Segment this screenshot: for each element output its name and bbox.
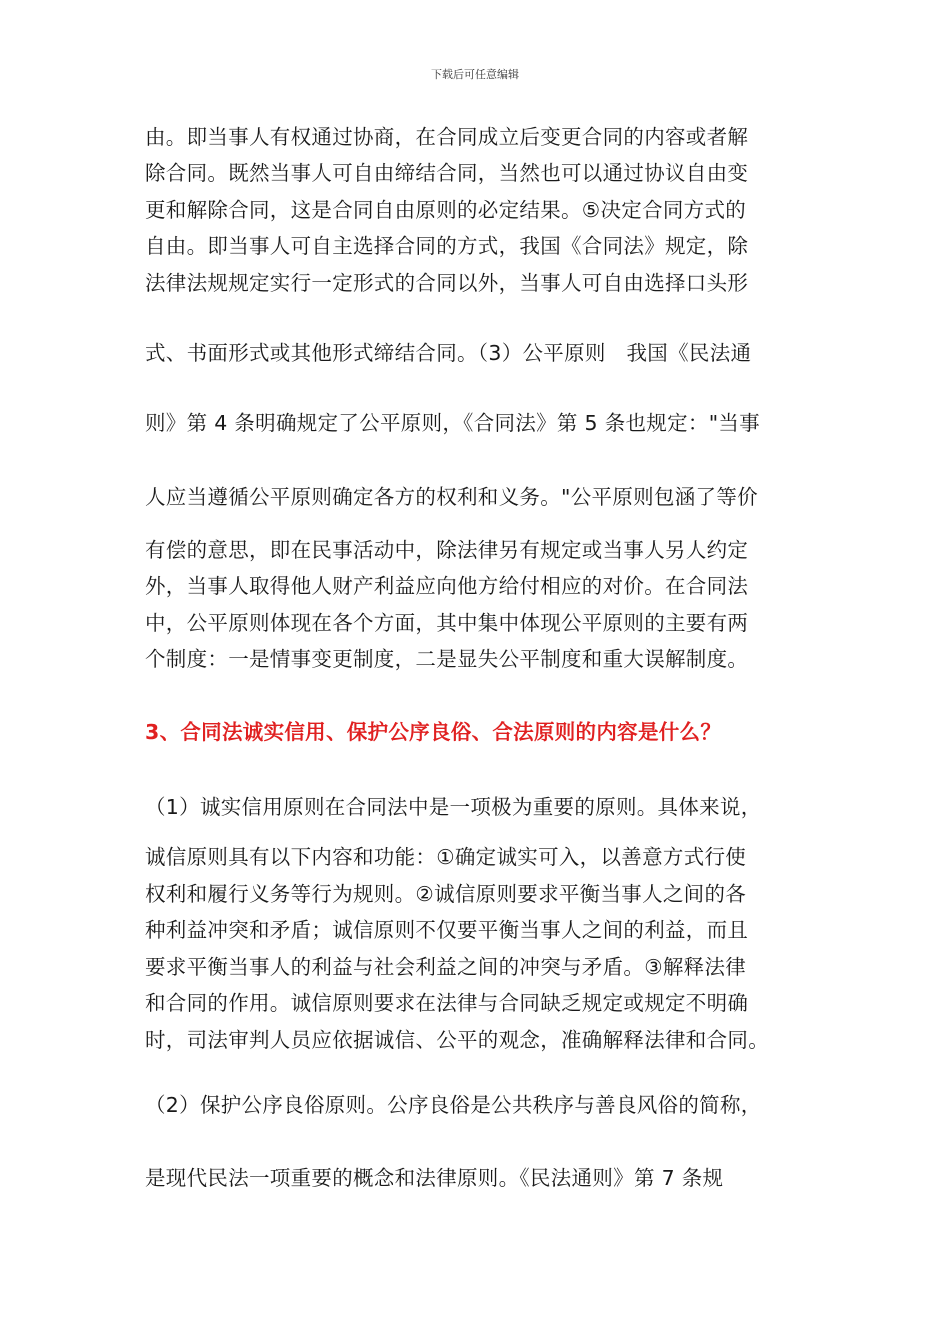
body-line: 中，公平原则体现在各个方面，其中集中体现公平原则的主要有两 <box>145 611 749 635</box>
body-line: 是现代民法一项重要的概念和法律原则。《民法通则》第 7 条规 <box>145 1166 724 1190</box>
body-line: 有偿的意思，即在民事活动中，除法律另有规定或当事人另人约定 <box>145 538 749 562</box>
body-line: 除合同。既然当事人可自由缔结合同，当然也可以通过协议自由变 <box>145 161 749 185</box>
body-line: 则》第 4 条明确规定了公平原则，《合同法》第 5 条也规定："当事 <box>145 411 761 435</box>
body-line: 个制度：一是情事变更制度，二是显失公平制度和重大误解制度。 <box>145 647 749 671</box>
body-line: 权利和履行义务等行为规则。②诚信原则要求平衡当事人之间的各 <box>145 882 747 906</box>
body-line: 诚信原则具有以下内容和功能：①确定诚实可入，以善意方式行使 <box>145 845 747 869</box>
section-heading: 3、合同法诚实信用、保护公序良俗、合法原则的内容是什么？ <box>145 720 722 744</box>
body-line: 要求平衡当事人的利益与社会利益之间的冲突与矛盾。③解释法律 <box>145 955 747 979</box>
body-line: 时，司法审判人员应依据诚信、公平的观念，准确解释法律和合同。 <box>145 1028 769 1052</box>
body-line: 和合同的作用。诚信原则要求在法律与合同缺乏规定或规定不明确 <box>145 991 749 1015</box>
page-header: 下载后可任意编辑 <box>431 68 519 81</box>
body-line: 更和解除合同，这是合同自由原则的必定结果。⑤决定合同方式的 <box>145 198 747 222</box>
body-line: 由。即当事人有权通过协商，在合同成立后变更合同的内容或者解 <box>145 125 749 149</box>
body-line: 自由。即当事人可自主选择合同的方式，我国《合同法》规定，除 <box>145 234 749 258</box>
body-line: （2）保护公序良俗原则。公序良俗是公共秩序与善良风俗的简称， <box>145 1093 762 1117</box>
body-line: 种利益冲突和矛盾；诚信原则不仅要平衡当事人之间的利益，而且 <box>145 918 749 942</box>
body-line: （1）诚实信用原则在合同法中是一项极为重要的原则。具体来说， <box>145 795 762 819</box>
body-line: 式、书面形式或其他形式缔结合同。（3）公平原则 我国《民法通 <box>145 341 752 365</box>
body-line: 法律法规规定实行一定形式的合同以外，当事人可自由选择口头形 <box>145 271 749 295</box>
body-line: 人应当遵循公平原则确定各方的权利和义务。"公平原则包涵了等价 <box>145 485 758 509</box>
body-line: 外，当事人取得他人财产利益应向他方给付相应的对价。在合同法 <box>145 574 749 598</box>
